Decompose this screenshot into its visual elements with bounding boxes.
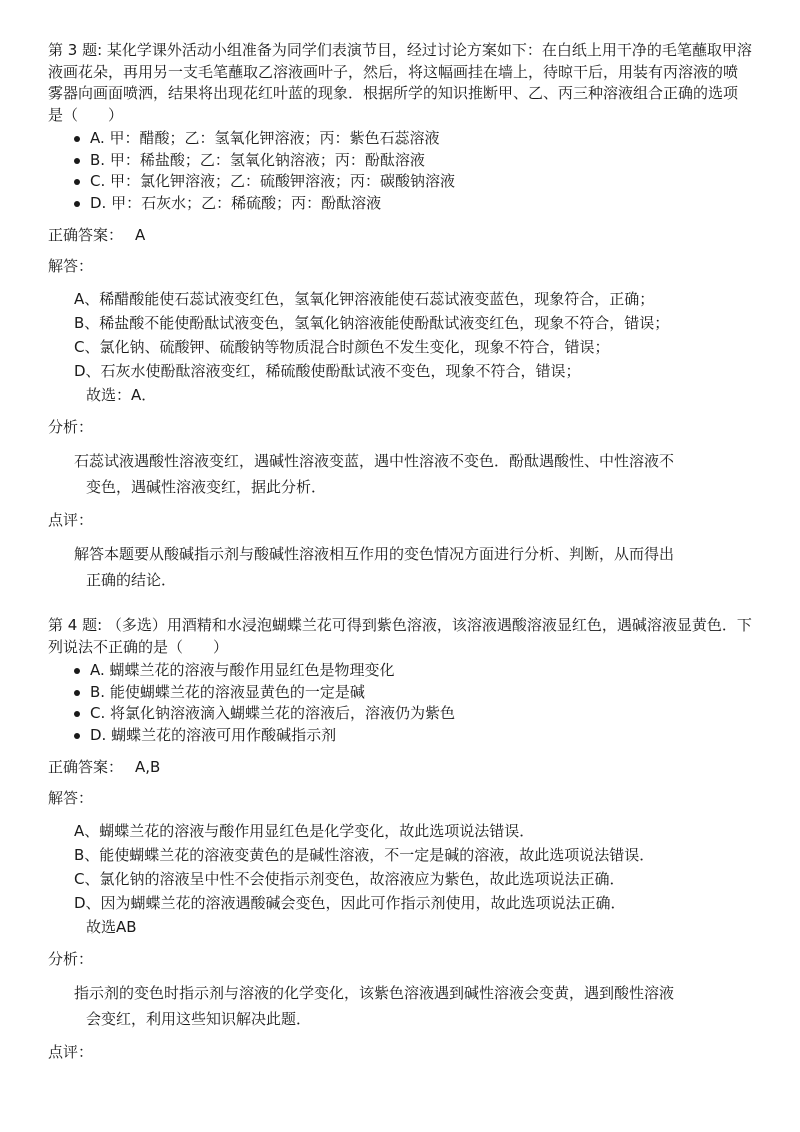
comment-label: 点评：: [48, 1043, 94, 1061]
question-4: [48, 615, 752, 1063]
solution-line: 故选：A．: [86, 386, 157, 404]
question-3: [48, 40, 752, 593]
solution-text: [74, 287, 752, 407]
answer-label: 正确答案：: [48, 226, 124, 244]
analysis-line: 石蕊试液遇酸性溶液变红，遇碱性溶液变蓝，遇中性溶液不变色．酚酞遇酸性、中性溶液不: [74, 452, 675, 470]
option-list: [48, 660, 752, 746]
spacer: [48, 593, 752, 615]
analysis-line: 变色，遇碱性溶液变红，据此分析．: [86, 478, 327, 496]
option-d: D. 蝴蝶兰花的溶液可用作酸碱指示剂: [74, 725, 752, 747]
comment-label: 点评：: [48, 511, 94, 529]
question-stem: 第 3 题: 某化学课外活动小组准备为同学们表演节目，经过讨论方案如下：在白纸上用干净的毛笔蘸取甲溶液画花朵，再用另一支毛笔蘸取乙溶液画叶子，然后，将这幅画挂在墙上，待晾干后，用装有丙溶液的喷雾器向画面喷洒，结果将出现花红叶蓝的现象．根据所学的知识推断甲、乙、丙三种溶液组合正确的选项是（ ）: [48, 41, 752, 124]
option-b: B. 甲：稀盐酸；乙：氢氧化钠溶液；丙：酚酞溶液: [74, 150, 752, 172]
solution-line: A、稀醋酸能使石蕊试液变红色，氢氧化钾溶液能使石蕊试液变蓝色，现象符合，正确；: [74, 290, 655, 308]
comment-line: 正确的结论．: [86, 571, 177, 589]
option-d: D. 甲：石灰水；乙：稀硫酸；丙：酚酞溶液: [74, 193, 752, 215]
correct-answer: [48, 756, 752, 778]
option-c: C. 将氯化钠溶液滴入蝴蝶兰花的溶液后，溶液仍为紫色: [74, 703, 752, 725]
option-a: A. 蝴蝶兰花的溶液与酸作用显红色是物理变化: [74, 660, 752, 682]
solution-line: C、氯化钠的溶液呈中性不会使指示剂变色，故溶液应为紫色，故此选项说法正确．: [74, 870, 625, 888]
solution-line: 故选AB: [86, 918, 137, 936]
analysis-text: [74, 980, 752, 1032]
analysis-text: [74, 448, 752, 500]
solution-line: B、稀盐酸不能使酚酞试液变色，氢氧化钠溶液能使酚酞试液变红色，现象不符合，错误；: [74, 314, 670, 332]
solution-line: D、因为蝴蝶兰花的溶液遇酸碱会变色，因此可作指示剂使用，故此选项说法正确．: [74, 894, 626, 912]
option-a: A. 甲：醋酸；乙：氢氧化钾溶液；丙：紫色石蕊溶液: [74, 128, 752, 150]
analysis-label: 分析：: [48, 418, 94, 436]
answer-value: A: [135, 226, 146, 244]
comment-line: 解答本题要从酸碱指示剂与酸碱性溶液相互作用的变色情况方面进行分析、判断，从而得出: [74, 545, 675, 563]
option-list: [48, 128, 752, 214]
answer-label: 正确答案：: [48, 758, 124, 776]
solution-line: D、石灰水使酚酞溶液变红，稀硫酸使酚酞试液不变色，现象不符合，错误；: [74, 362, 581, 380]
analysis-line: 指示剂的变色时指示剂与溶液的化学变化，该紫色溶液遇到碱性溶液会变黄，遇到酸性溶液: [74, 984, 675, 1002]
analysis-line: 会变红，利用这些知识解决此题．: [86, 1010, 312, 1028]
solution-line: A、蝴蝶兰花的溶液与酸作用显红色是化学变化，故此选项说法错误．: [74, 822, 535, 840]
solution-line: C、氯化钠、硫酸钾、硫酸钠等物质混合时颜色不发生变化，现象不符合，错误；: [74, 338, 610, 356]
solution-label: 解答：: [48, 257, 94, 275]
answer-value: A,B: [135, 758, 161, 776]
question-stem: 第 4 题: （多选）用酒精和水浸泡蝴蝶兰花可得到紫色溶液，该溶液遇酸溶液显红色，遇碱溶液显黄色．下列说法不正确的是（ ）: [48, 616, 752, 656]
solution-label: 解答：: [48, 789, 94, 807]
comment-text: [74, 541, 752, 593]
analysis-label: 分析：: [48, 950, 94, 968]
option-b: B. 能使蝴蝶兰花的溶液显黄色的一定是碱: [74, 682, 752, 704]
solution-line: B、能使蝴蝶兰花的溶液变黄色的是碱性溶液，不一定是碱的溶液，故此选项说法错误．: [74, 846, 655, 864]
option-c: C. 甲：氯化钾溶液；乙：硫酸钾溶液；丙：碳酸钠溶液: [74, 171, 752, 193]
correct-answer: [48, 224, 752, 246]
solution-text: [74, 819, 752, 939]
